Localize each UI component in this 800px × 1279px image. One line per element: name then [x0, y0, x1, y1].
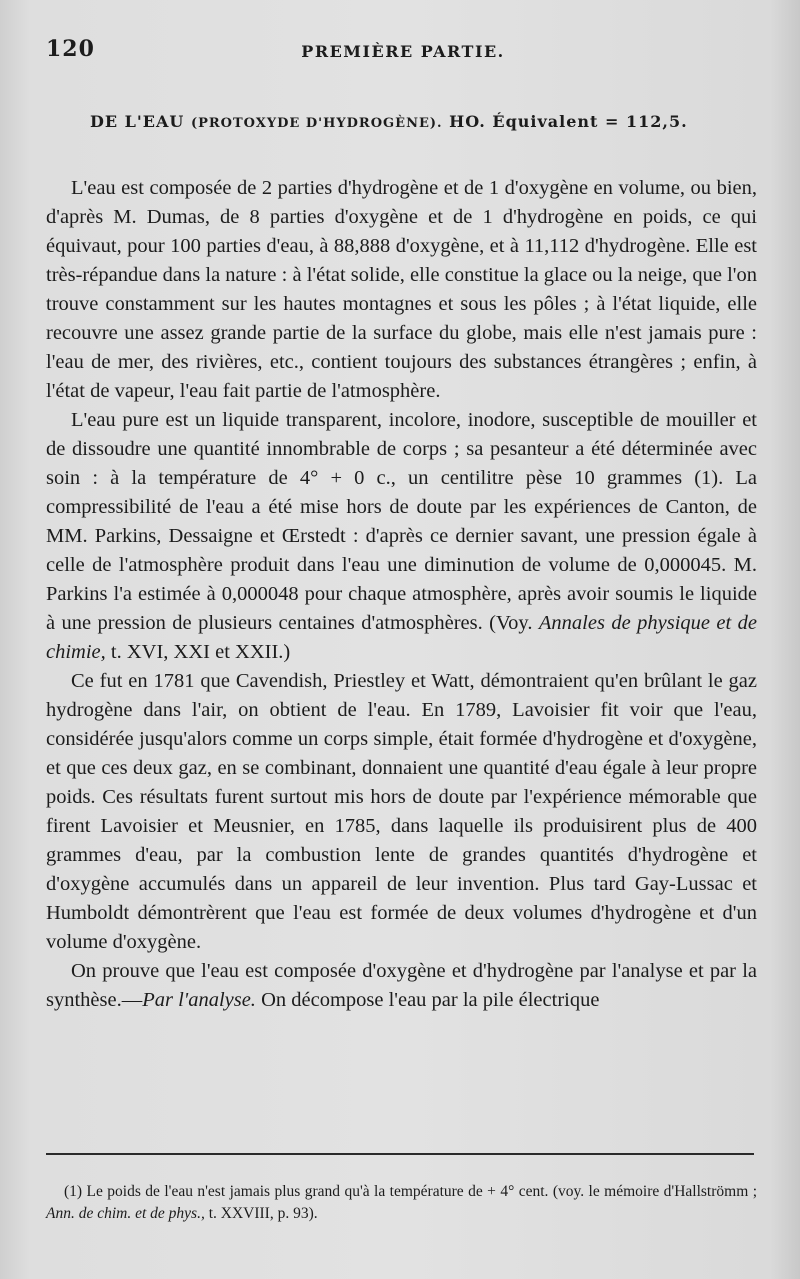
paragraph-properties: [46, 406, 757, 667]
footnote-divider: [46, 1153, 754, 1155]
section-subtitle: (PROTOXYDE D'HYDROGÈNE).: [190, 116, 443, 131]
footnote-1-text: (1) Le poids de l'eau n'est jamais plus grand qu'à la température de + 4° cent. (voy. le mémoire d'Hallströmm ;: [64, 1183, 757, 1200]
equivalent-value: Équivalent = 112,5.: [492, 112, 688, 131]
body-text: [46, 174, 757, 1015]
footnote-1: [46, 1181, 757, 1225]
journal-reference: Annales de physique et de chimie,: [46, 612, 757, 663]
paragraph-analysis: [46, 957, 757, 1015]
paragraph-analysis-end: On décompose l'eau par la pile électrique: [261, 989, 600, 1011]
footnotes: [46, 1181, 757, 1225]
footnote-1-end: t. XXVIII, p. 93).: [208, 1205, 318, 1222]
paragraph-composition: L'eau est composée de 2 parties d'hydrogène et de 1 d'oxygène en volume, ou bien, d'après M. Dumas, de 8 parties d'oxygène et de 1 d'hydrogène en poids, ce qui équivaut, pour 100 parties d'eau, à 88,888 d'oxygène, et à 11,112 d'hydrogène. Elle est très-répandue dans la nature : à l'état solide, elle constitue la glace ou la neige, que l'on trouve constamment sur les hautes montagnes et sous les pôles ; à l'état liquide, elle recouvre une assez grande partie de la surface du globe, mais elle n'est jamais pure : l'eau de mer, des rivières, etc., contient toujours des substances étrangères ; enfin, à l'état de vapeur, l'eau fait partie de l'atmosphère.: [46, 177, 757, 402]
page-header: [46, 36, 760, 70]
analysis-subheading: Par l'analyse.: [142, 989, 256, 1011]
page-number: 120: [46, 36, 95, 62]
section-heading: [90, 112, 760, 131]
running-head: PREMIÈRE PARTIE.: [301, 42, 505, 61]
paragraph-history: Ce fut en 1781 que Cavendish, Priestley et Watt, démontraient qu'en brûlant le gaz hydrogène dans l'air, on obtient de l'eau. En 1789, Lavoisier fit voir que l'eau, considérée jusqu'alors comme un corps simple, était formée d'hydrogène et d'oxygène, et que ces deux gaz, en se combinant, donnaient une quantité d'eau égale à leur propre poids. Ces résultats furent surtout mis hors de doute par l'expérience mémorable que firent Lavoisier et Meusnier, en 1785, dans laquelle ils produisirent plus de 400 grammes d'eau, par la combustion lente de grandes quantités d'hydrogène et d'oxygène accumulés dans un appareil de leur invention. Plus tard Gay-Lussac et Humboldt démontrèrent que l'eau est formée de deux volumes d'hydrogène et d'un volume d'oxygène.: [46, 670, 757, 953]
footnote-reference: Ann. de chim. et de phys.,: [46, 1205, 205, 1222]
paragraph-analysis-text: On prouve que l'eau est composée d'oxygène et d'hydrogène par l'analyse et par la synthèse.—: [46, 960, 757, 1011]
paragraph-properties-end: t. XVI, XXI et XXII.): [110, 641, 291, 663]
paragraph-properties-text: L'eau pure est un liquide transparent, incolore, inodore, susceptible de mouiller et de dissoudre une quantité innombrable de corps ; sa pesanteur a été déterminée avec soin : à la température de 4° + 0 c., un centilitre pèse 10 grammes (1). La compressibilité de l'eau a été mise hors de doute par les expériences de Canton, de MM. Parkins, Dessaigne et Œrstedt : d'après ce dernier savant, une pression égale à celle de l'atmosphère produit dans l'eau une diminution de volume de 0,000045. M. Parkins l'a estimée à 0,000048 pour chaque atmosphère, après avoir soumis le liquide à une pression de plusieurs centaines d'atmosphères. (Voy.: [46, 409, 757, 634]
section-title: DE L'EAU: [90, 112, 185, 131]
chemical-formula: HO.: [449, 112, 486, 131]
